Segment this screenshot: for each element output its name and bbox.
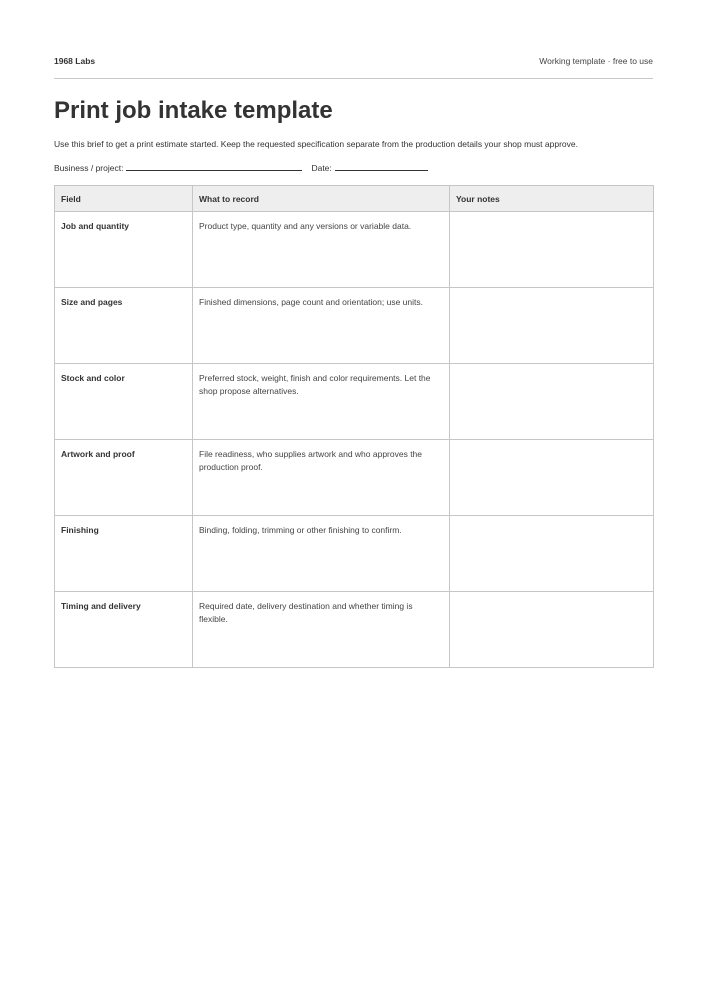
row-what: Product type, quantity and any versions or variable data. — [193, 212, 450, 288]
row-notes[interactable] — [450, 440, 654, 516]
row-field: Size and pages — [55, 288, 193, 364]
row-what: Finished dimensions, page count and orientation; use units. — [193, 288, 450, 364]
business-label: Business / project: — [54, 163, 124, 173]
row-notes[interactable] — [450, 364, 654, 440]
form-fields — [54, 162, 428, 174]
row-notes[interactable] — [450, 288, 654, 364]
business-blank[interactable] — [126, 162, 302, 171]
table-row — [55, 364, 654, 440]
row-what: Binding, folding, trimming or other finishing to confirm. — [193, 516, 450, 592]
row-field: Artwork and proof — [55, 440, 193, 516]
row-field: Timing and delivery — [55, 592, 193, 668]
intro-text: Use this brief to get a print estimate started. Keep the requested specification separate from the production details your shop must approve. — [54, 139, 578, 149]
date-blank[interactable] — [335, 162, 428, 171]
row-what: Preferred stock, weight, finish and color requirements. Let the shop propose alternatives. — [193, 364, 450, 440]
column-header-notes: Your notes — [450, 186, 654, 212]
header-meta: Working template · free to use — [539, 56, 653, 66]
intake-table — [54, 185, 654, 668]
date-label: Date: — [311, 163, 332, 173]
row-notes[interactable] — [450, 212, 654, 288]
table-row — [55, 516, 654, 592]
table-row — [55, 592, 654, 668]
row-field: Job and quantity — [55, 212, 193, 288]
table-header-row — [55, 186, 654, 212]
page-title: Print job intake template — [54, 97, 333, 124]
row-what: Required date, delivery destination and whether timing is flexible. — [193, 592, 450, 668]
table-row — [55, 288, 654, 364]
row-field: Finishing — [55, 516, 193, 592]
table-row — [55, 212, 654, 288]
column-header-what: What to record — [193, 186, 450, 212]
header-divider — [54, 78, 653, 79]
row-field: Stock and color — [55, 364, 193, 440]
brand-name: 1968 Labs — [54, 56, 96, 66]
page-header — [54, 56, 653, 70]
row-notes[interactable] — [450, 592, 654, 668]
row-what: File readiness, who supplies artwork and who approves the production proof. — [193, 440, 450, 516]
row-notes[interactable] — [450, 516, 654, 592]
column-header-field: Field — [55, 186, 193, 212]
table-row — [55, 440, 654, 516]
